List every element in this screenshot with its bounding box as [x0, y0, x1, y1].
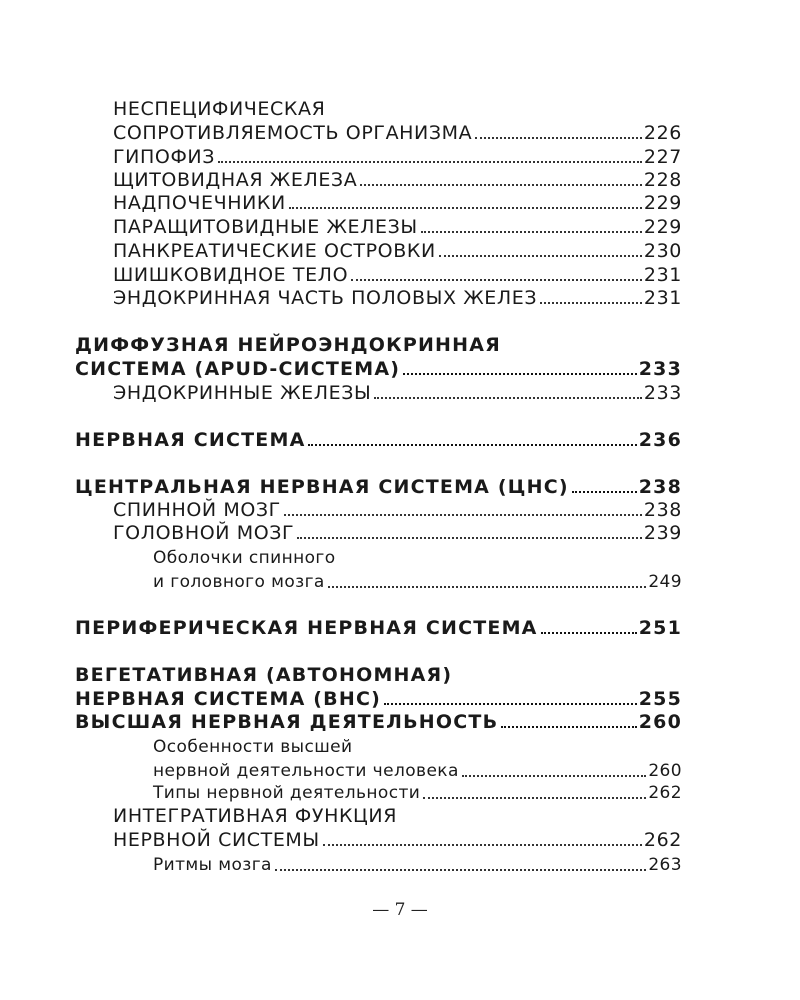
toc-entry-title: ЩИТОВИДНАЯ ЖЕЛЕЗА: [113, 169, 358, 191]
toc-entry-title: Типы нервной деятельности: [153, 783, 421, 803]
dot-leader: [403, 373, 637, 375]
toc-entry-page: 226: [643, 122, 682, 144]
toc-entry-title: ДИФФУЗНАЯ НЕЙРОЭНДОКРИННАЯ: [75, 334, 501, 356]
toc-entry-page: 233: [638, 358, 682, 380]
toc-entry-title: Особенности высшей: [153, 737, 353, 757]
dot-leader: [384, 703, 637, 705]
toc-entry: [113, 238, 682, 262]
toc-entry-page: 260: [648, 761, 682, 781]
toc-entry-title: Ритмы мозга: [153, 855, 272, 875]
dot-leader: [289, 207, 642, 209]
dot-leader: [275, 869, 646, 871]
dot-leader: [501, 726, 636, 728]
toc-subentry: [153, 851, 682, 875]
toc-entry-title: НАДПОЧЕЧНИКИ: [113, 192, 286, 214]
dot-leader: [439, 255, 642, 257]
toc-entry-page: 262: [648, 783, 682, 803]
toc-entry-page: 231: [643, 287, 682, 309]
dot-leader: [475, 137, 642, 139]
dot-leader: [218, 161, 642, 163]
toc-entry-title: СИСТЕМА (APUD-СИСТЕМА): [75, 358, 401, 380]
toc-entry-title: Оболочки спинного: [153, 548, 336, 568]
toc-subentry: [153, 568, 682, 592]
toc-entry-page: 233: [643, 382, 682, 404]
toc-entry-title: ВЫСШАЯ НЕРВНАЯ ДЕЯТЕЛЬНОСТЬ: [75, 711, 499, 733]
dot-leader: [308, 444, 636, 446]
toc-entry-title: НЕРВНАЯ СИСТЕМА (ВНС): [75, 688, 381, 710]
toc-entry-title: ВЕГЕТАТИВНАЯ (АВТОНОМНАЯ): [75, 664, 453, 686]
dot-leader: [328, 586, 647, 588]
toc-entry: [113, 96, 325, 120]
toc-subentry: [153, 733, 352, 757]
toc-entry-page: 229: [643, 216, 682, 238]
toc-entry: [113, 380, 682, 404]
toc-entry-page: 227: [643, 146, 682, 168]
toc-entry-page: 260: [638, 711, 682, 733]
toc-entry-page: 229: [643, 192, 682, 214]
toc-entry-page: 262: [643, 829, 682, 851]
toc-section-heading: [75, 709, 682, 733]
toc-entry-page: 239: [643, 522, 682, 544]
toc-entry-page: 230: [643, 240, 682, 262]
toc-entry-title: ЭНДОКРИННЫЕ ЖЕЛЕЗЫ: [113, 382, 372, 404]
toc-entry: [113, 144, 682, 168]
toc-entry-title: ЭНДОКРИННАЯ ЧАСТЬ ПОЛОВЫХ ЖЕЛЕЗ: [113, 287, 538, 309]
toc-entry-title: и головного мозга: [153, 572, 325, 592]
toc-entry: [113, 827, 682, 851]
dot-leader: [462, 775, 647, 777]
dot-leader: [351, 279, 642, 281]
toc-entry-page: 238: [643, 499, 682, 521]
toc-entry: [113, 167, 682, 191]
toc-section-heading: [75, 615, 682, 639]
toc-entry-page: 249: [648, 572, 682, 592]
dot-leader: [423, 797, 646, 799]
toc-section-heading: [75, 332, 501, 356]
toc-entry-title: ЦЕНТРАЛЬНАЯ НЕРВНАЯ СИСТЕМА (ЦНС): [75, 476, 569, 498]
dot-leader: [374, 397, 642, 399]
toc-entry-title: ИНТЕГРАТИВНАЯ ФУНКЦИЯ: [113, 805, 398, 827]
toc-entry-title: НЕСПЕЦИФИЧЕСКАЯ: [113, 98, 326, 120]
toc-section-heading: [75, 474, 682, 498]
toc-entry: [113, 520, 682, 544]
toc-entry: [113, 190, 682, 214]
toc-entry: [113, 285, 682, 309]
toc-section-heading: [75, 427, 682, 451]
toc-entry: [113, 120, 682, 144]
toc-entry: [113, 497, 682, 521]
dot-leader: [541, 632, 637, 634]
toc-entry-page: 238: [638, 476, 682, 498]
toc-entry-title: ПАНКРЕАТИЧЕСКИЕ ОСТРОВКИ: [113, 240, 436, 262]
toc-entry-title: ШИШКОВИДНОЕ ТЕЛО: [113, 264, 349, 286]
toc-entry: [113, 803, 397, 827]
dot-leader: [297, 537, 642, 539]
dot-leader: [360, 184, 642, 186]
toc-entry-title: СПИННОЙ МОЗГ: [113, 499, 281, 521]
toc-entry-page: 263: [648, 855, 682, 875]
toc-entry-title: ГИПОФИЗ: [113, 146, 215, 168]
toc-subentry: [153, 779, 682, 803]
toc-entry-title: ПЕРИФЕРИЧЕСКАЯ НЕРВНАЯ СИСТЕМА: [75, 617, 538, 639]
dot-leader: [540, 302, 642, 304]
toc-subentry: [153, 757, 682, 781]
page-number: — 7 —: [372, 900, 428, 920]
toc-section-heading: [75, 686, 682, 710]
toc-section-heading: [75, 356, 682, 380]
toc-entry-title: нервной деятельности человека: [153, 761, 459, 781]
toc-entry-title: ПАРАЩИТОВИДНЫЕ ЖЕЛЕЗЫ: [113, 216, 418, 238]
toc-entry-page: 231: [643, 264, 682, 286]
toc-entry-title: СОПРОТИВЛЯЕМОСТЬ ОРГАНИЗМА: [113, 122, 473, 144]
toc-entry-title: НЕРВНОЙ СИСТЕМЫ: [113, 829, 320, 851]
toc-entry: [113, 262, 682, 286]
toc-entry-page: 228: [643, 169, 682, 191]
dot-leader: [323, 844, 642, 846]
toc-entry-page: 236: [638, 429, 682, 451]
toc-section-heading: [75, 662, 452, 686]
toc-entry: [113, 214, 682, 238]
toc-entry-title: ГОЛОВНОЙ МОЗГ: [113, 522, 295, 544]
dot-leader: [284, 514, 642, 516]
dot-leader: [572, 491, 637, 493]
toc-entry-page: 251: [638, 617, 682, 639]
toc-entry-title: НЕРВНАЯ СИСТЕМА: [75, 429, 306, 451]
toc-subentry: [153, 544, 336, 568]
dot-leader: [421, 231, 642, 233]
toc-entry-page: 255: [638, 688, 682, 710]
